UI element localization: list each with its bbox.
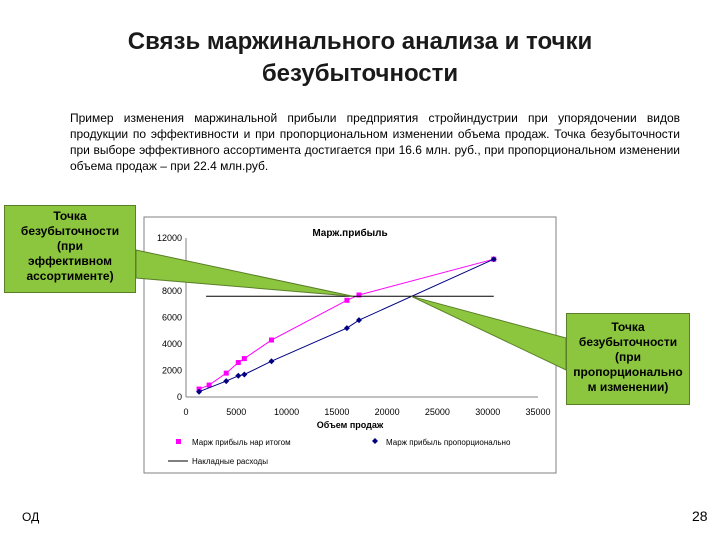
x-tick-label: 5000 (226, 407, 247, 417)
x-tick-label: 35000 (525, 407, 551, 417)
data-point-sorted (269, 338, 274, 343)
x-axis-label: Объем продаж (316, 420, 384, 430)
slide-title-line2: безубыточности (261, 60, 459, 87)
data-point-sorted (236, 360, 241, 365)
x-tick-label: 10000 (274, 407, 300, 417)
legend-label-proportional: Марж прибыль пропорционально (386, 438, 511, 447)
callout-left-line3: (при (57, 239, 83, 253)
x-tick-label: 20000 (374, 407, 400, 417)
callout-left-line1: Точка (53, 209, 87, 223)
legend-marker-sorted (176, 439, 181, 444)
y-tick-label: 6000 (161, 312, 182, 323)
y-tick-label: 2000 (161, 365, 182, 376)
x-tick-label: 30000 (475, 407, 501, 417)
x-tick-label: 15000 (324, 407, 350, 417)
y-tick-label: 4000 (161, 339, 182, 349)
callout-left-line2: безубыточности (20, 224, 120, 238)
footer-label: ОД (22, 510, 40, 524)
data-point-sorted (224, 371, 229, 376)
callout-right-line1: Точка (611, 320, 645, 334)
legend-label-sorted: Марж прибыль нар итогом (192, 438, 291, 447)
callout-right-line5: м изменении) (587, 380, 669, 394)
chart-area-frame (144, 217, 556, 473)
callout-right-line2: безубыточности (578, 335, 678, 349)
break-even-callout-proportional (566, 313, 690, 405)
y-tick-label: 12000 (156, 233, 182, 243)
x-tick-label: 25000 (424, 407, 450, 417)
chart-title: Марж.прибыль (312, 228, 388, 239)
callout-right-line4: пропорционально (573, 365, 683, 379)
legend-label-fixed: Накладные расходы (192, 457, 268, 466)
callout-right-line3: (при (615, 350, 641, 364)
slide-title-line1: Связь маржинального анализа и точки (127, 28, 593, 55)
data-point-sorted (242, 356, 247, 361)
intro-paragraph: Пример изменения маржинальной прибыли предприятия стройиндустрии при упорядочении видов продукции по эффективности и при пропорциональном изменении объема продаж. Точка безубыточности при выборе эффективного ассортимента достигается при 16.6 млн. руб., при пропорциональном изменении объема продаж – при 22.4 млн.руб. (70, 111, 680, 173)
callout-left-line5: ассортименте) (26, 269, 114, 283)
break-even-callout-efficient (4, 205, 136, 293)
data-point-sorted (344, 298, 349, 303)
page-number: 28 (692, 508, 708, 524)
callout-left-line4: эффективном (27, 254, 113, 268)
y-tick-label: 8000 (161, 286, 182, 296)
y-tick-label: 0 (176, 392, 182, 402)
x-tick-label: 0 (183, 407, 189, 417)
